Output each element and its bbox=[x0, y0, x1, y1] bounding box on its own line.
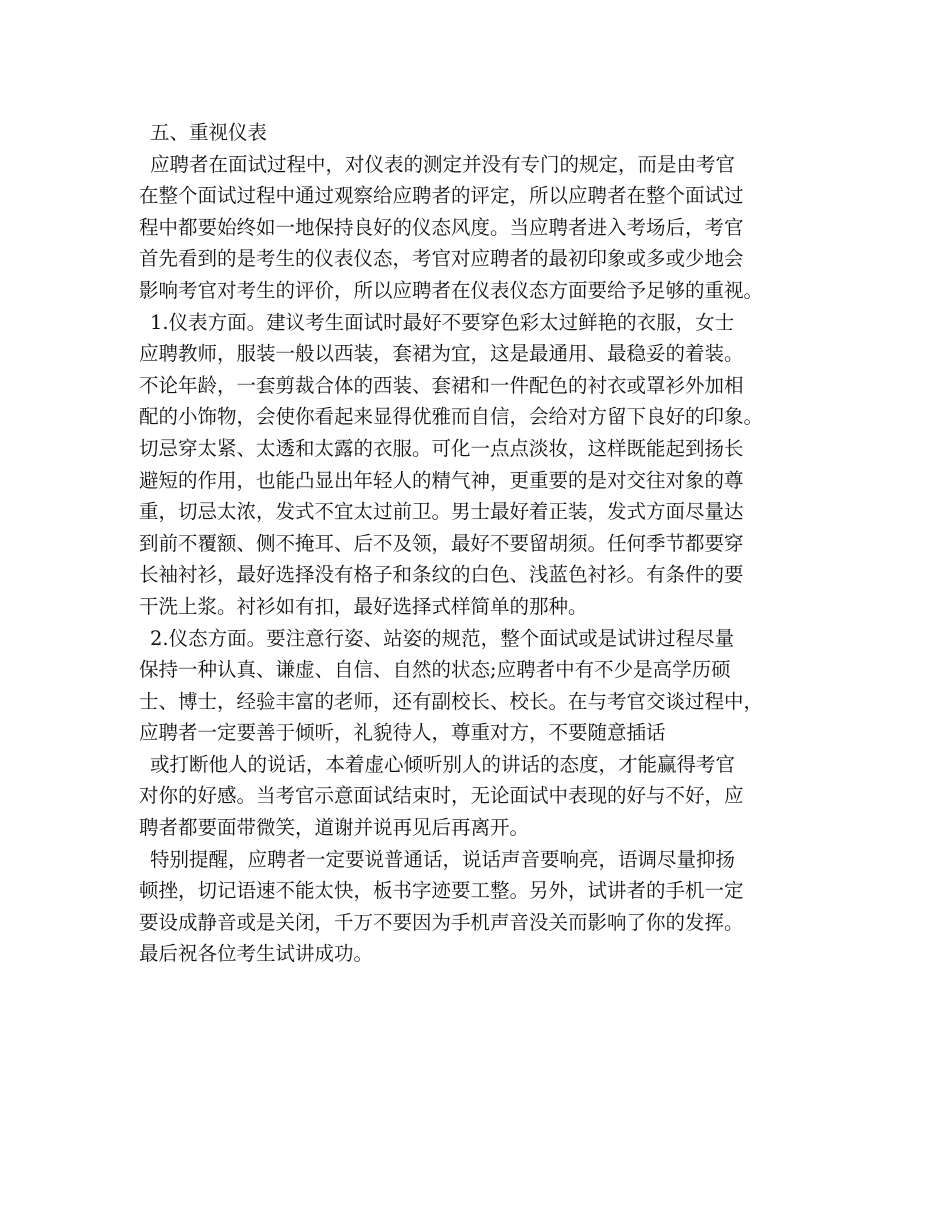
paragraph-line: 保持一种认真、谦虚、自信、自然的状态;应聘者中有不少是高学历硕 bbox=[139, 658, 731, 682]
paragraph-line: 影响考官对考生的评价，所以应聘者在仪表仪态方面要给予足够的重视。 bbox=[139, 278, 764, 302]
paragraph-line: 干洗上浆。衬衫如有扣，最好选择式样简单的那种。 bbox=[139, 594, 588, 618]
paragraph-line: 避短的作用，也能凸显出年轻人的精气神，更重要的是对交往对象的尊 bbox=[139, 468, 744, 492]
paragraph-line: 到前不覆额、侧不掩耳、后不及领，最好不要留胡须。任何季节都要穿 bbox=[139, 531, 744, 555]
paragraph-line: 应聘教师，服装一般以西装，套裙为宜，这是最通用、最稳妥的着装。 bbox=[139, 342, 744, 366]
paragraph-line: 聘者都要面带微笑，道谢并说再见后再离开。 bbox=[139, 816, 530, 840]
paragraph-line: 特别提醒，应聘者一定要说普通话，说话声音要响亮，语调尽量抑扬 bbox=[150, 847, 736, 871]
paragraph-line: 在整个面试过程中通过观察给应聘者的评定，所以应聘者在整个面试过 bbox=[139, 184, 744, 208]
paragraph-line: 应聘者一定要善于倾听，礼貌待人，尊重对方，不要随意插话 bbox=[139, 721, 666, 745]
section-heading: 五、重视仪表 bbox=[150, 121, 268, 144]
paragraph-line: 首先看到的是考生的仪表仪态，考官对应聘者的最初印象或多或少地会 bbox=[139, 247, 744, 271]
paragraph-line: 不论年龄，一套剪裁合体的西装、套裙和一件配色的衬衣或罩衫外加相 bbox=[139, 373, 744, 397]
document-body bbox=[139, 117, 829, 970]
paragraph-line: 要设成静音或是关闭，千万不要因为手机声音没关而影响了你的发挥。 bbox=[139, 910, 744, 934]
paragraph-line: 重，切忌太浓，发式不宜太过前卫。男士最好着正装，发式方面尽量达 bbox=[139, 500, 744, 524]
paragraph-line: 配的小饰物，会使你看起来显得优雅而自信，会给对方留下良好的印象。 bbox=[139, 405, 764, 429]
paragraph-line: 应聘者在面试过程中，对仪表的测定并没有专门的规定，而是由考官 bbox=[150, 152, 736, 176]
paragraph-line: 或打断他人的说话，本着虚心倾听别人的讲话的态度，才能赢得考官 bbox=[150, 752, 736, 776]
paragraph-line: 顿挫，切记语速不能太快，板书字迹要工整。另外，试讲者的手机一定 bbox=[139, 879, 744, 903]
paragraph-line: 士、博士，经验丰富的老师，还有副校长、校长。在与考官交谈过程中， bbox=[139, 689, 764, 713]
paragraph-line: 2.仪态方面。要注意行姿、站姿的规范，整个面试或是试讲过程尽量 bbox=[150, 626, 735, 650]
paragraph-line: 对你的好感。当考官示意面试结束时，无论面试中表现的好与不好，应 bbox=[139, 784, 744, 808]
paragraph-line: 长袖衬衫，最好选择没有格子和条纹的白色、浅蓝色衬衫。有条件的要 bbox=[139, 563, 744, 587]
paragraph-line: 切忌穿太紧、太透和太露的衣服。可化一点点淡妆，这样既能起到扬长 bbox=[139, 436, 744, 460]
paragraph-line: 1.仪表方面。建议考生面试时最好不要穿色彩太过鲜艳的衣服，女士 bbox=[150, 310, 735, 334]
paragraph-line: 最后祝各位考生试讲成功。 bbox=[139, 942, 374, 966]
paragraph-line: 程中都要始终如一地保持良好的仪态风度。当应聘者进入考场后，考官 bbox=[139, 215, 744, 239]
